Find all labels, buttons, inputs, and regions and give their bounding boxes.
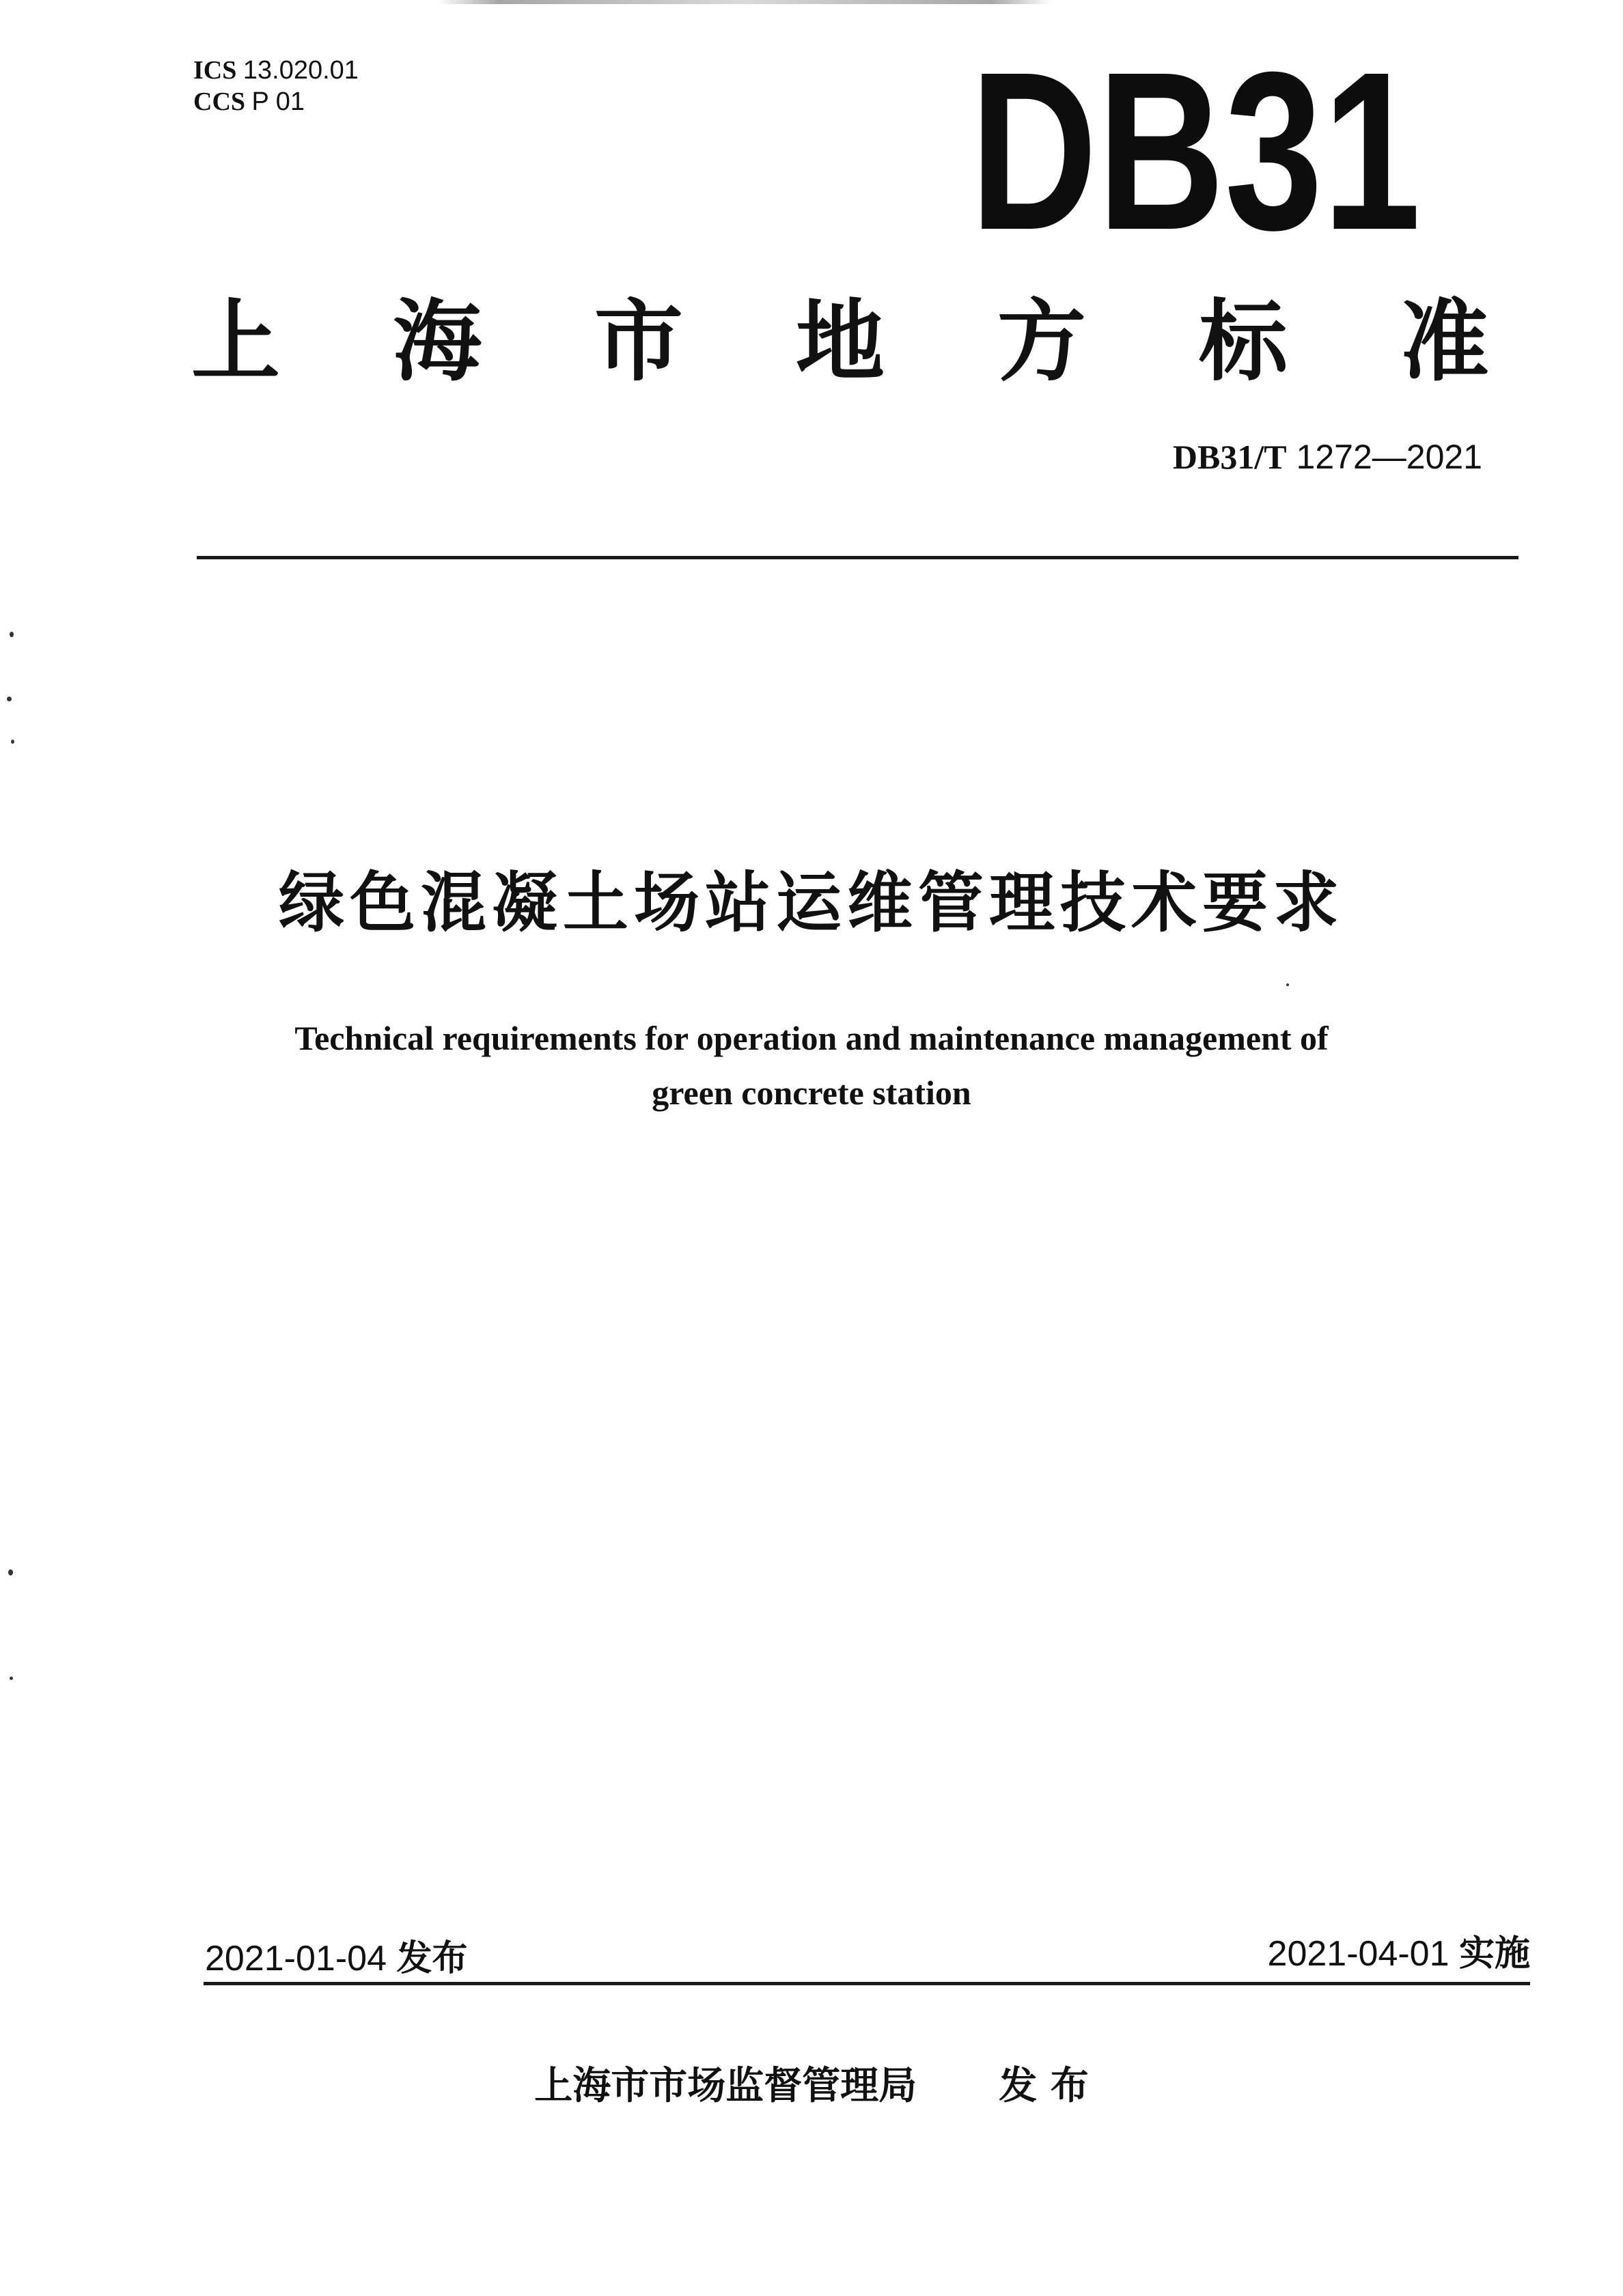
- scan-speck: [8, 1569, 13, 1576]
- scan-speck: [11, 740, 14, 744]
- implementation-date-label: 实施: [1458, 1933, 1530, 1974]
- publisher: [0, 2056, 1623, 2110]
- standard-type-heading: [191, 280, 1489, 403]
- issue-date-label: 发布: [396, 1938, 468, 1979]
- ccs-label: CCS: [193, 87, 246, 116]
- publisher-action: 发 布: [999, 2064, 1089, 2108]
- scan-speck: [7, 697, 12, 701]
- db31-logo: [970, 25, 1421, 277]
- ccs-row: [193, 86, 359, 117]
- issue-date: [205, 1929, 467, 1980]
- scan-speck: [1286, 983, 1289, 986]
- standard-type-char: 地: [795, 290, 885, 393]
- standard-number-value: 1272—2021: [1296, 438, 1482, 476]
- classification-codes: [193, 55, 359, 117]
- ics-code: 13.020.01: [242, 56, 359, 85]
- standard-number: [1173, 437, 1482, 477]
- standard-type-char: 上: [191, 290, 281, 393]
- standard-type-char: 标: [1198, 290, 1288, 393]
- standard-type-char: 海: [392, 290, 482, 393]
- standard-type-char: 市: [594, 290, 683, 393]
- implementation-date: [1268, 1924, 1530, 1976]
- title-english-line1: Technical requirements for operation and maintenance management of: [294, 1019, 1329, 1057]
- scan-speck: [10, 632, 14, 637]
- ics-label: ICS: [193, 56, 237, 85]
- scan-speck: [10, 1677, 13, 1680]
- standard-type-char: 方: [997, 290, 1086, 393]
- db31-logo-text: DB31: [970, 25, 1421, 277]
- ccs-code: P 01: [251, 87, 305, 116]
- scan-artifact-top: [437, 0, 1052, 4]
- standard-type-char: 准: [1400, 290, 1489, 393]
- title-chinese: 绿色混凝土场站运维管理技术要求: [279, 865, 1344, 941]
- standard-number-prefix: DB31/T: [1172, 438, 1287, 476]
- implementation-date-value: 2021-04-01: [1267, 1934, 1449, 1974]
- ics-row: [193, 55, 359, 86]
- publisher-name: 上海市市场监督管理局: [534, 2064, 917, 2108]
- title-english-line2: green concrete station: [652, 1074, 971, 1112]
- bottom-divider: [204, 1982, 1530, 1985]
- title-english: [0, 1011, 1623, 1120]
- issue-date-value: 2021-01-04: [205, 1939, 387, 1978]
- top-divider: [197, 556, 1518, 559]
